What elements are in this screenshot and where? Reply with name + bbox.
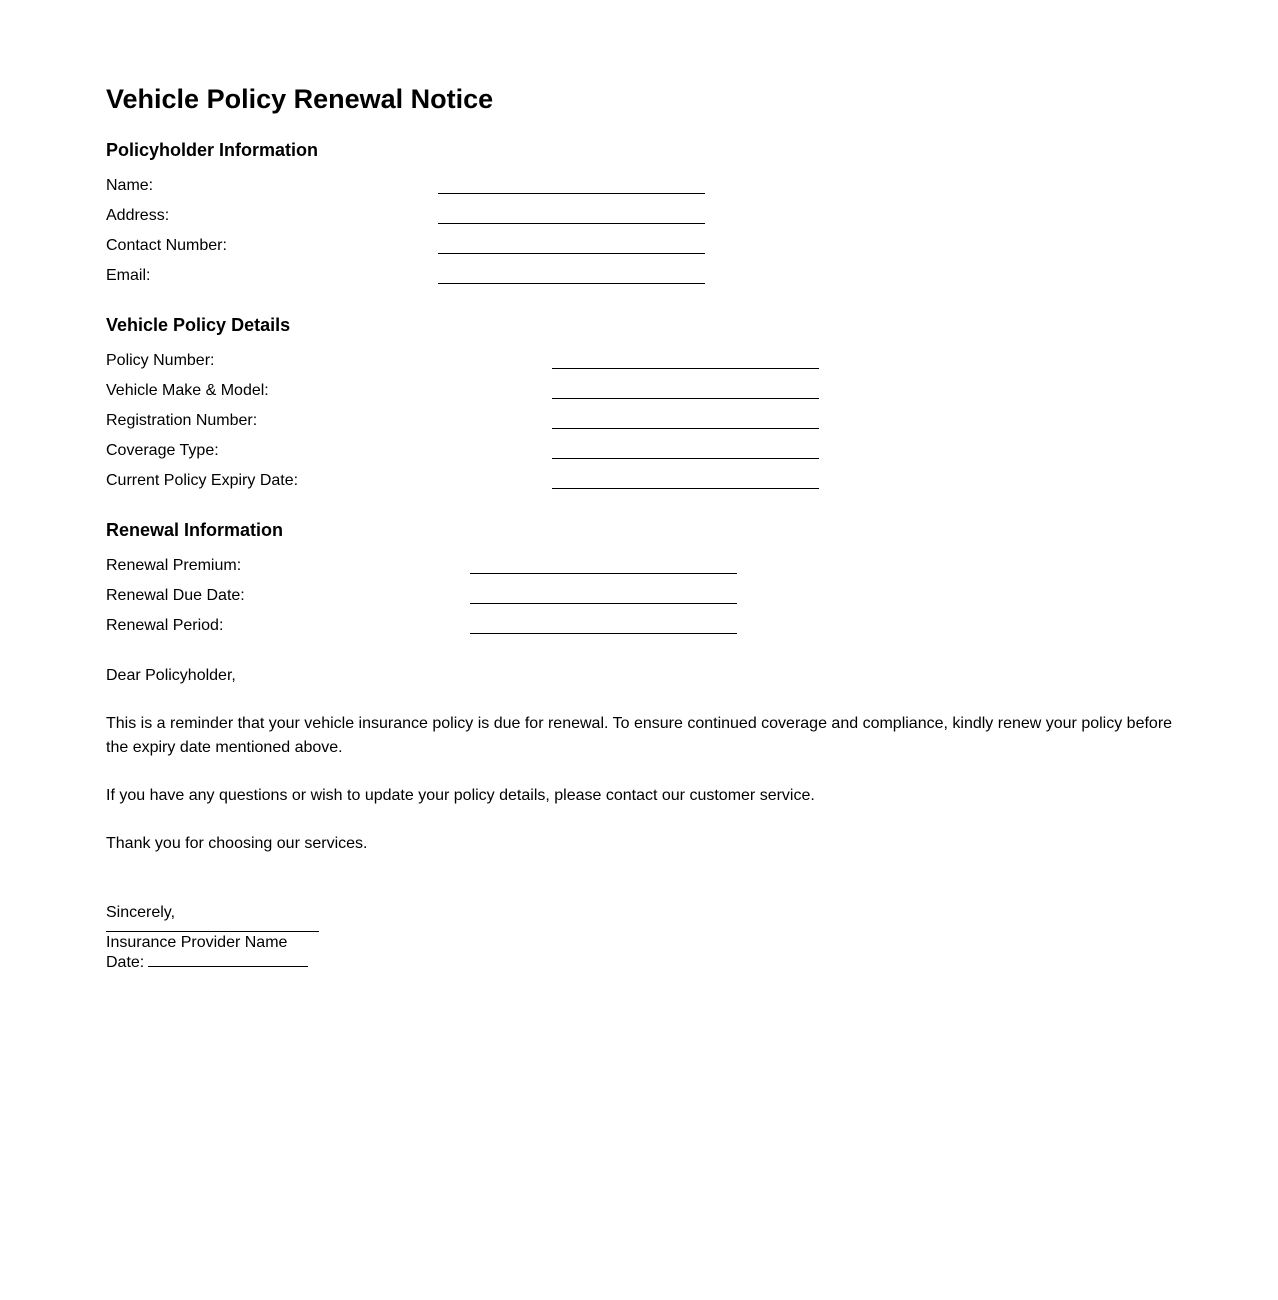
blank-line <box>552 441 819 459</box>
field-label: Renewal Period: <box>106 617 224 634</box>
blank-line <box>552 351 819 369</box>
letter-paragraph: If you have any questions or wish to update your policy details, please contact our customer service. <box>106 787 815 804</box>
blank-line <box>552 471 819 489</box>
date-blank-line <box>148 952 308 967</box>
field-label: Email: <box>106 267 151 284</box>
field-label: Renewal Premium: <box>106 557 242 574</box>
field-policy-number <box>106 351 1106 371</box>
signature-line <box>106 930 319 932</box>
field-label: Address: <box>106 207 170 224</box>
field-label: Policy Number: <box>106 352 215 369</box>
section-heading-vehicle-policy: Vehicle Policy Details <box>106 315 291 335</box>
date-row <box>106 952 319 972</box>
blank-line <box>438 206 705 224</box>
section-heading-policyholder: Policyholder Information <box>106 140 319 160</box>
blank-line <box>438 266 705 284</box>
field-coverage-type <box>106 441 1106 461</box>
field-expiry-date <box>106 471 1106 491</box>
field-vehicle-make-model <box>106 381 1106 401</box>
field-contact-number <box>106 236 1106 256</box>
signature-block <box>106 904 319 972</box>
field-renewal-due-date <box>106 586 1106 606</box>
field-email <box>106 266 1106 286</box>
date-label: Date: <box>106 954 145 971</box>
field-label: Name: <box>106 177 154 194</box>
blank-line <box>438 176 705 194</box>
section-heading-renewal: Renewal Information <box>106 520 284 540</box>
field-address <box>106 206 1106 226</box>
signer-name: Insurance Provider Name <box>106 934 288 951</box>
closing: Sincerely, <box>106 904 176 921</box>
field-label: Vehicle Make & Model: <box>106 382 269 399</box>
blank-line <box>470 556 737 574</box>
field-label: Registration Number: <box>106 412 258 429</box>
blank-line <box>552 381 819 399</box>
field-renewal-premium <box>106 556 1106 576</box>
blank-line <box>438 236 705 254</box>
blank-line <box>552 411 819 429</box>
field-renewal-period <box>106 616 1106 636</box>
salutation: Dear Policyholder, <box>106 667 236 684</box>
letter-paragraph: This is a reminder that your vehicle insurance policy is due for renewal. To ensure continued coverage and compliance, kindly renew your policy before the expiry date mentioned above. <box>106 715 1173 756</box>
field-registration-number <box>106 411 1106 431</box>
letter-paragraph: Thank you for choosing our services. <box>106 835 368 852</box>
blank-line <box>470 616 737 634</box>
page-title: Vehicle Policy Renewal Notice <box>106 84 494 114</box>
field-name <box>106 176 1106 196</box>
field-label: Renewal Due Date: <box>106 587 245 604</box>
field-label: Contact Number: <box>106 237 227 254</box>
field-label: Coverage Type: <box>106 442 219 459</box>
field-label: Current Policy Expiry Date: <box>106 472 299 489</box>
blank-line <box>470 586 737 604</box>
